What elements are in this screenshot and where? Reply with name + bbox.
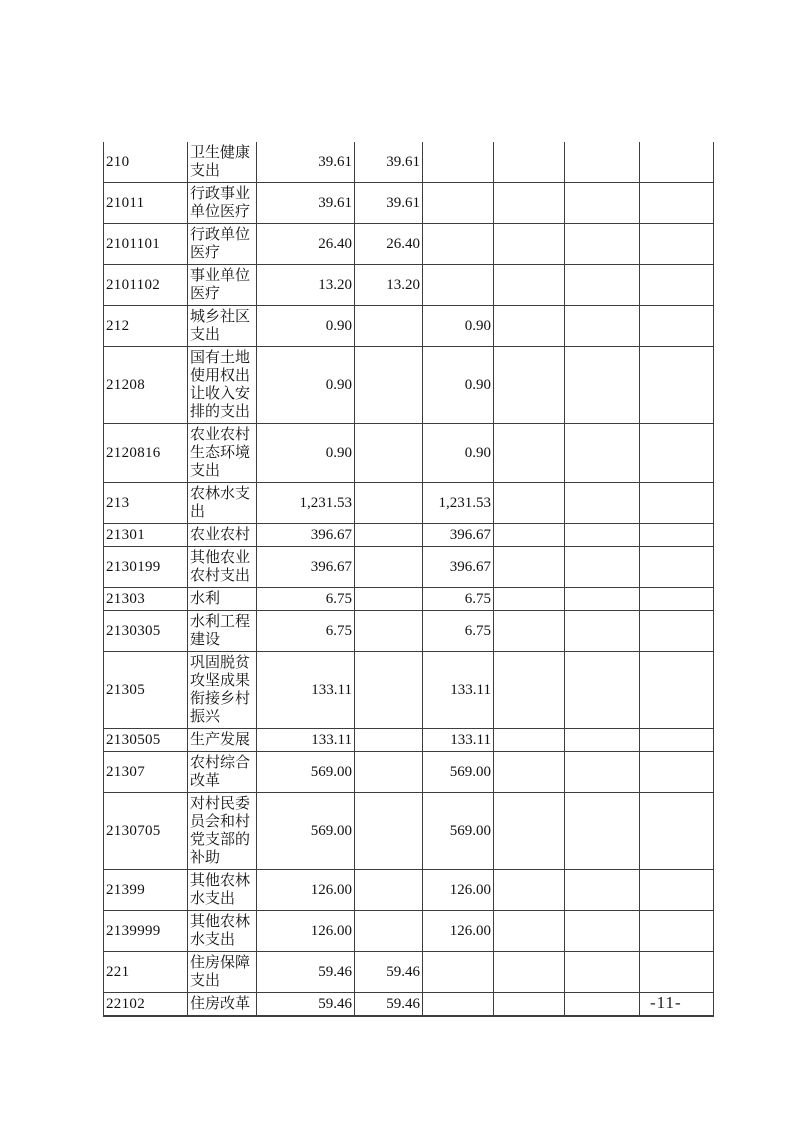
amount3-cell: 126.00: [423, 870, 494, 911]
amount3-cell: 396.67: [423, 524, 494, 547]
empty-cell: [565, 547, 640, 588]
amount3-cell: [423, 265, 494, 306]
name-cell: 卫生健康支出: [188, 142, 257, 183]
table-row: [104, 224, 714, 265]
amount1-cell: 0.90: [257, 424, 355, 483]
code-cell: 21307: [104, 752, 188, 793]
empty-cell: [565, 347, 640, 424]
amount1-cell: 133.11: [257, 652, 355, 729]
amount1-cell: 39.61: [257, 183, 355, 224]
empty-cell: [640, 524, 714, 547]
table-row: [104, 911, 714, 952]
amount3-cell: 6.75: [423, 588, 494, 611]
amount1-cell: 26.40: [257, 224, 355, 265]
amount3-cell: 126.00: [423, 911, 494, 952]
amount3-cell: [423, 183, 494, 224]
budget-table: [103, 142, 714, 1017]
empty-cell: [640, 424, 714, 483]
amount2-cell: [355, 729, 423, 752]
table-row: [104, 793, 714, 870]
amount3-cell: 396.67: [423, 547, 494, 588]
empty-cell: [640, 347, 714, 424]
empty-cell: [565, 424, 640, 483]
table-row: [104, 611, 714, 652]
empty-cell: [565, 729, 640, 752]
empty-cell: [565, 793, 640, 870]
amount1-cell: 39.61: [257, 142, 355, 183]
name-cell: 住房保障支出: [188, 952, 257, 993]
name-cell: 其他农业农村支出: [188, 547, 257, 588]
name-cell: 国有土地使用权出让收入安排的支出: [188, 347, 257, 424]
empty-cell: [640, 729, 714, 752]
amount1-cell: 13.20: [257, 265, 355, 306]
empty-cell: [565, 224, 640, 265]
name-cell: 行政事业单位医疗: [188, 183, 257, 224]
empty-cell: [640, 611, 714, 652]
table-row: [104, 424, 714, 483]
empty-cell: [565, 752, 640, 793]
code-cell: 2101101: [104, 224, 188, 265]
name-cell: 巩固脱贫攻坚成果衔接乡村振兴: [188, 652, 257, 729]
amount2-cell: [355, 347, 423, 424]
name-cell: 水利工程建设: [188, 611, 257, 652]
empty-cell: [494, 952, 565, 993]
name-cell: 其他农林水支出: [188, 870, 257, 911]
name-cell: 农业农村: [188, 524, 257, 547]
name-cell: 对村民委员会和村党支部的补助: [188, 793, 257, 870]
empty-cell: [494, 424, 565, 483]
amount2-cell: 13.20: [355, 265, 423, 306]
amount3-cell: 0.90: [423, 347, 494, 424]
empty-cell: [494, 729, 565, 752]
code-cell: 2130705: [104, 793, 188, 870]
empty-cell: [494, 142, 565, 183]
amount1-cell: 59.46: [257, 952, 355, 993]
empty-cell: [494, 793, 565, 870]
amount2-cell: [355, 483, 423, 524]
empty-cell: [565, 993, 640, 1017]
empty-cell: [640, 306, 714, 347]
amount1-cell: 569.00: [257, 752, 355, 793]
empty-cell: [494, 306, 565, 347]
empty-cell: [494, 547, 565, 588]
amount1-cell: 0.90: [257, 347, 355, 424]
name-cell: 农村综合改革: [188, 752, 257, 793]
amount2-cell: 59.46: [355, 993, 423, 1017]
empty-cell: [565, 911, 640, 952]
empty-cell: [640, 142, 714, 183]
amount1-cell: 396.67: [257, 524, 355, 547]
empty-cell: [640, 952, 714, 993]
amount2-cell: 39.61: [355, 183, 423, 224]
amount2-cell: [355, 611, 423, 652]
empty-cell: [565, 142, 640, 183]
amount3-cell: [423, 224, 494, 265]
amount1-cell: 126.00: [257, 911, 355, 952]
empty-cell: [494, 911, 565, 952]
table-row: [104, 524, 714, 547]
amount3-cell: 1,231.53: [423, 483, 494, 524]
amount3-cell: 133.11: [423, 729, 494, 752]
empty-cell: [640, 793, 714, 870]
code-cell: 2120816: [104, 424, 188, 483]
table-row: [104, 993, 714, 1017]
amount3-cell: 569.00: [423, 793, 494, 870]
amount2-cell: [355, 752, 423, 793]
empty-cell: [640, 547, 714, 588]
code-cell: 21305: [104, 652, 188, 729]
empty-cell: [640, 752, 714, 793]
table-row: [104, 483, 714, 524]
empty-cell: [640, 870, 714, 911]
amount2-cell: [355, 306, 423, 347]
amount3-cell: 0.90: [423, 424, 494, 483]
empty-cell: [640, 911, 714, 952]
empty-cell: [565, 483, 640, 524]
empty-cell: [494, 652, 565, 729]
table-row: [104, 952, 714, 993]
amount2-cell: 39.61: [355, 142, 423, 183]
amount1-cell: 1,231.53: [257, 483, 355, 524]
code-cell: 2139999: [104, 911, 188, 952]
table-row: [104, 588, 714, 611]
name-cell: 行政单位医疗: [188, 224, 257, 265]
table-row: [104, 752, 714, 793]
empty-cell: [494, 611, 565, 652]
empty-cell: [565, 611, 640, 652]
table-row: [104, 306, 714, 347]
amount3-cell: [423, 952, 494, 993]
table-row: [104, 183, 714, 224]
amount2-cell: [355, 652, 423, 729]
name-cell: 农林水支出: [188, 483, 257, 524]
amount1-cell: 0.90: [257, 306, 355, 347]
amount2-cell: [355, 547, 423, 588]
code-cell: 212: [104, 306, 188, 347]
empty-cell: [565, 306, 640, 347]
empty-cell: [494, 752, 565, 793]
code-cell: 21303: [104, 588, 188, 611]
empty-cell: [494, 183, 565, 224]
empty-cell: [565, 588, 640, 611]
empty-cell: [565, 183, 640, 224]
empty-cell: [640, 265, 714, 306]
amount3-cell: 6.75: [423, 611, 494, 652]
code-cell: 2101102: [104, 265, 188, 306]
code-cell: 2130199: [104, 547, 188, 588]
table-row: [104, 347, 714, 424]
empty-cell: [640, 652, 714, 729]
code-cell: 2130505: [104, 729, 188, 752]
code-cell: 21399: [104, 870, 188, 911]
name-cell: 住房改革: [188, 993, 257, 1017]
amount3-cell: 569.00: [423, 752, 494, 793]
empty-cell: [494, 588, 565, 611]
empty-cell: [494, 524, 565, 547]
amount3-cell: 0.90: [423, 306, 494, 347]
empty-cell: [494, 483, 565, 524]
empty-cell: [640, 483, 714, 524]
empty-cell: [640, 224, 714, 265]
empty-cell: [494, 347, 565, 424]
amount2-cell: [355, 588, 423, 611]
table-row: [104, 547, 714, 588]
amount3-cell: [423, 993, 494, 1017]
code-cell: 21301: [104, 524, 188, 547]
empty-cell: [565, 265, 640, 306]
name-cell: 其他农林水支出: [188, 911, 257, 952]
amount2-cell: 59.46: [355, 952, 423, 993]
amount2-cell: 26.40: [355, 224, 423, 265]
code-cell: 221: [104, 952, 188, 993]
amount3-cell: 133.11: [423, 652, 494, 729]
amount2-cell: [355, 793, 423, 870]
code-cell: 21208: [104, 347, 188, 424]
amount2-cell: [355, 870, 423, 911]
name-cell: 城乡社区支出: [188, 306, 257, 347]
empty-cell: [494, 224, 565, 265]
page-number: -11-: [650, 993, 682, 1012]
table-row: [104, 142, 714, 183]
amount1-cell: 59.46: [257, 993, 355, 1017]
empty-cell: [494, 993, 565, 1017]
empty-cell: [565, 870, 640, 911]
table-row: [104, 729, 714, 752]
empty-cell: [565, 652, 640, 729]
empty-cell: [640, 183, 714, 224]
amount2-cell: [355, 424, 423, 483]
amount1-cell: 133.11: [257, 729, 355, 752]
code-cell: 22102: [104, 993, 188, 1017]
name-cell: 生产发展: [188, 729, 257, 752]
empty-cell: [565, 952, 640, 993]
amount3-cell: [423, 142, 494, 183]
table-row: [104, 870, 714, 911]
amount2-cell: [355, 524, 423, 547]
empty-cell: [494, 265, 565, 306]
empty-cell: [565, 524, 640, 547]
amount1-cell: 396.67: [257, 547, 355, 588]
empty-cell: [494, 870, 565, 911]
empty-cell: [640, 588, 714, 611]
name-cell: 事业单位医疗: [188, 265, 257, 306]
amount1-cell: 6.75: [257, 611, 355, 652]
table-row: [104, 265, 714, 306]
amount1-cell: 569.00: [257, 793, 355, 870]
amount1-cell: 126.00: [257, 870, 355, 911]
amount2-cell: [355, 911, 423, 952]
amount1-cell: 6.75: [257, 588, 355, 611]
code-cell: 213: [104, 483, 188, 524]
table-row: [104, 652, 714, 729]
code-cell: 210: [104, 142, 188, 183]
name-cell: 农业农村生态环境支出: [188, 424, 257, 483]
name-cell: 水利: [188, 588, 257, 611]
code-cell: 2130305: [104, 611, 188, 652]
code-cell: 21011: [104, 183, 188, 224]
